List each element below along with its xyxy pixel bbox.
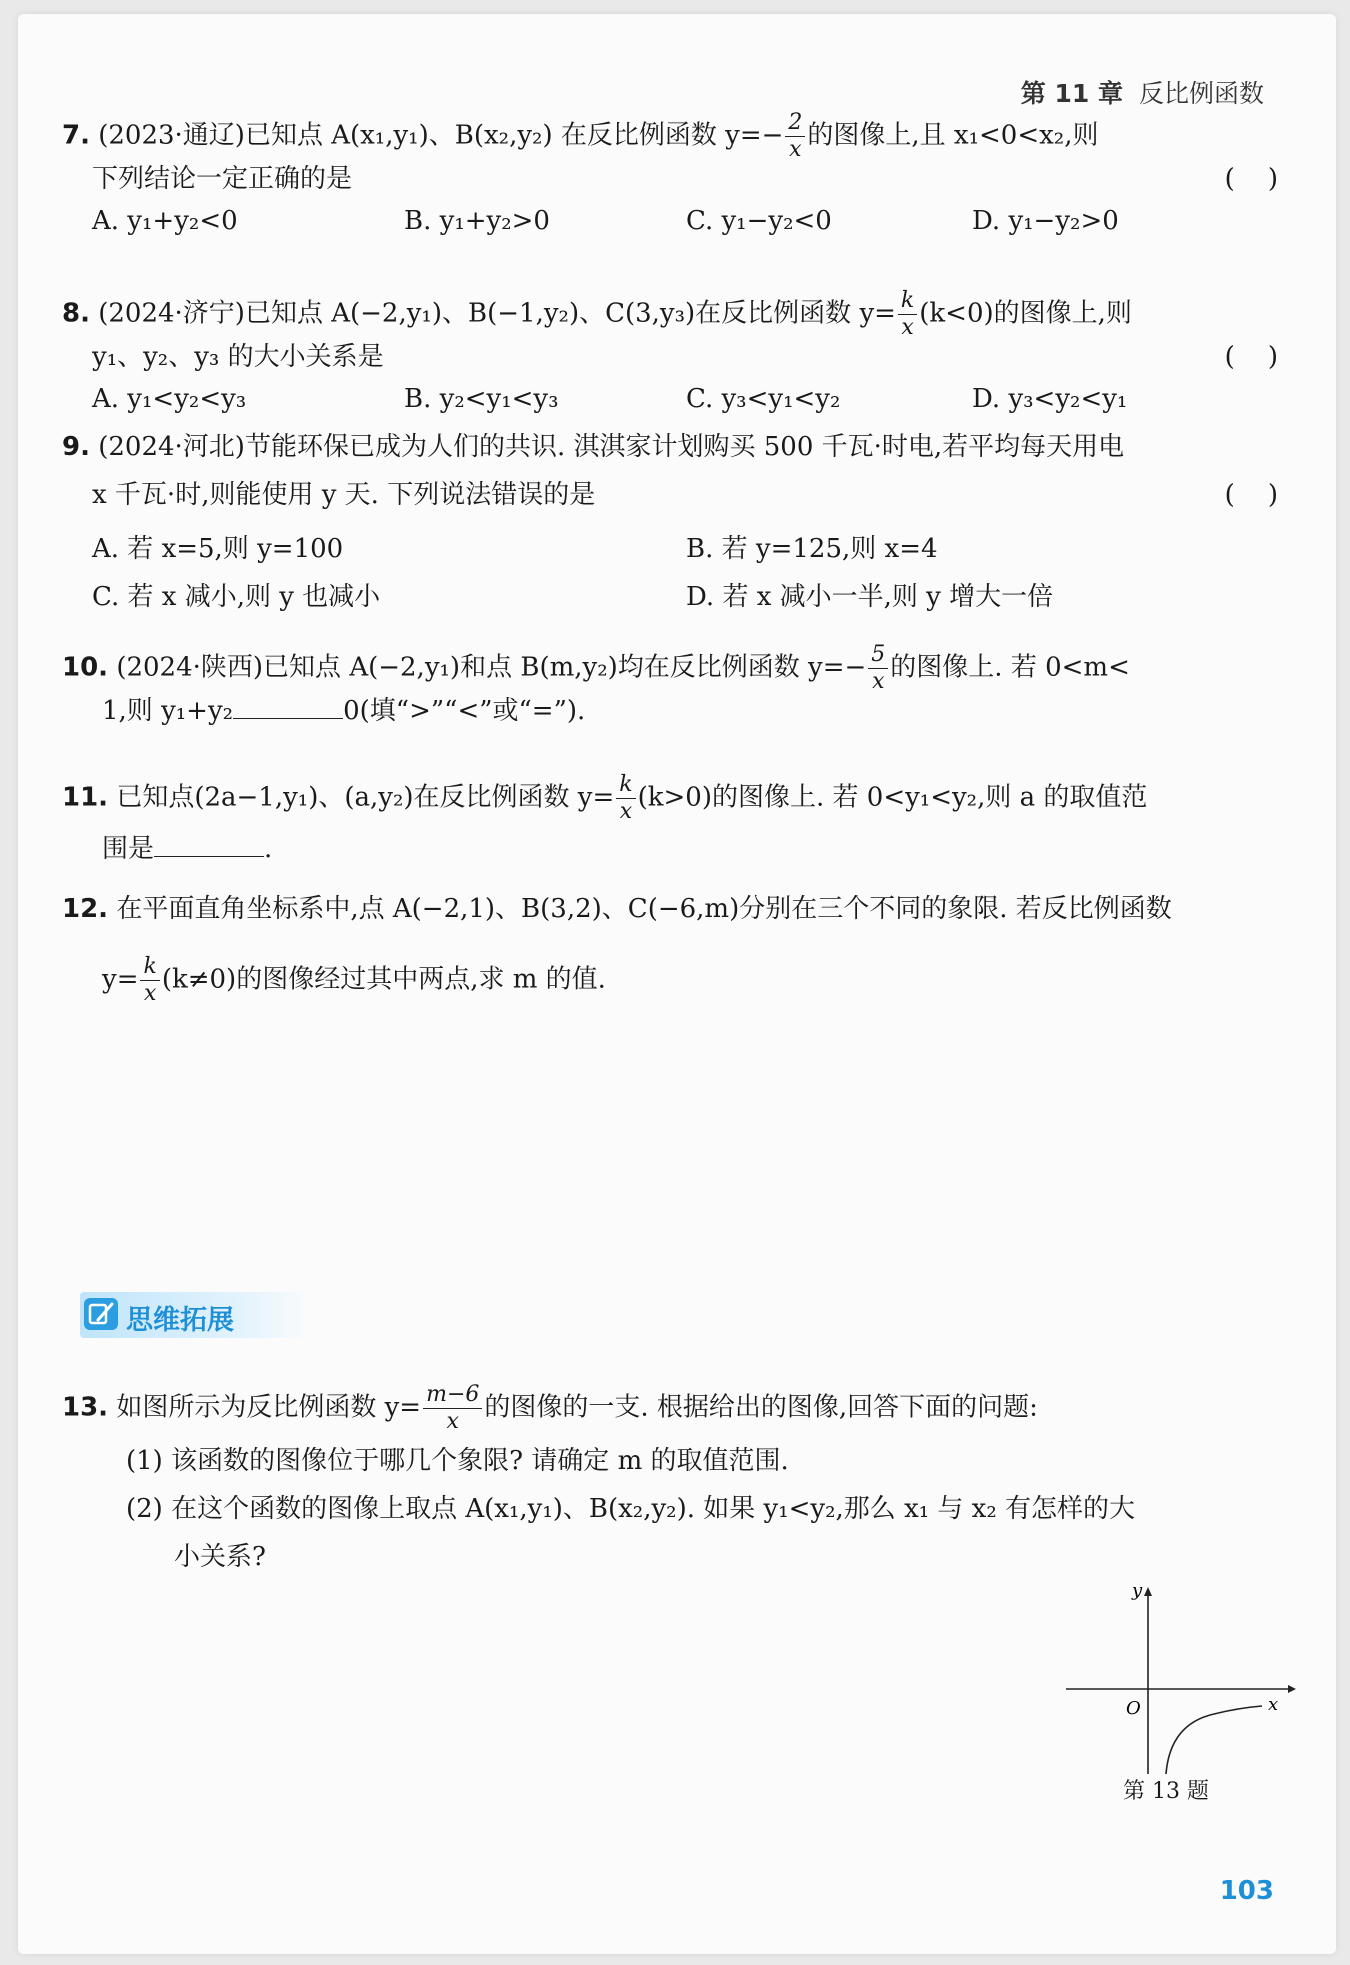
x-axis-arrow	[1288, 1685, 1296, 1693]
question-12-stem	[62, 894, 1172, 924]
numerator: 2	[785, 112, 805, 137]
figure-caption: 第 13 题	[1123, 1779, 1209, 1804]
question-text: 1,则 y₁+y₂	[102, 696, 234, 726]
numerator: m−6	[423, 1384, 482, 1409]
question-13-stem	[62, 1384, 1038, 1433]
question-text: .	[264, 834, 273, 864]
y-axis-label: y	[1132, 1584, 1143, 1601]
option-b[interactable]: B. y₁+y₂>0	[404, 206, 550, 236]
y-axis-arrow	[1144, 1587, 1152, 1596]
question-text: 已知点(2a−1,y₁)、(a,y₂)在反比例函数 y=	[116, 782, 615, 813]
question-text: (2024·陕西)已知点 A(−2,y₁)和点 B(m,y₂)均在反比例函数 y=−	[116, 652, 867, 683]
chapter-title: 反比例函数	[1138, 79, 1264, 108]
fraction	[785, 112, 805, 161]
answer-blank[interactable]	[233, 718, 343, 719]
question-11-stem	[62, 774, 1147, 823]
option-a[interactable]: A. 若 x=5,则 y=100	[92, 534, 344, 564]
numerator: 5	[868, 644, 888, 669]
question-text: 的图像上,且 x₁<0<x₂,则	[807, 120, 1099, 151]
denominator: x	[901, 315, 914, 340]
question-text: (k>0)的图像上. 若 0<y₁<y₂,则 a 的取值范	[637, 782, 1148, 813]
question-13-part-2-cont: 小关系?	[174, 1542, 266, 1572]
fraction	[868, 644, 888, 693]
option-a[interactable]: A. y₁+y₂<0	[92, 206, 238, 236]
denominator: x	[446, 1409, 459, 1434]
numerator: k	[616, 774, 635, 799]
question-9-stem	[62, 432, 1124, 462]
option-a[interactable]: A. y₁<y₂<y₃	[92, 384, 247, 414]
origin-label: O	[1126, 1698, 1141, 1719]
denominator: x	[789, 137, 802, 162]
question-text: (2024·济宁)已知点 A(−2,y₁)、B(−1,y₂)、C(3,y₃)在反比例函数 y=	[98, 298, 896, 329]
question-12-stem-cont	[102, 956, 606, 1005]
answer-paren[interactable]: ( )	[1224, 164, 1278, 194]
question-text: y=	[102, 964, 139, 995]
option-d[interactable]: D. y₃<y₂<y₁	[972, 384, 1128, 414]
hyperbola-branch	[1166, 1706, 1262, 1774]
question-text: 的图像的一支. 根据给出的图像,回答下面的问题:	[484, 1392, 1038, 1423]
question-7-stem-cont: 下列结论一定正确的是	[92, 164, 353, 194]
fraction	[616, 774, 635, 823]
numerator: k	[140, 956, 159, 981]
question-text: 的图像上. 若 0<m<	[890, 652, 1130, 683]
answer-paren[interactable]: ( )	[1224, 342, 1278, 372]
option-d[interactable]: D. y₁−y₂>0	[972, 206, 1119, 236]
section-title: 思维拓展	[126, 1305, 234, 1336]
denominator: x	[619, 799, 633, 824]
chapter-number: 第 11 章	[1020, 79, 1123, 108]
question-number: 7.	[62, 120, 90, 151]
question-number: 8.	[62, 298, 90, 329]
question-number: 13.	[62, 1392, 109, 1423]
question-text: (2023·通辽)已知点 A(x₁,y₁)、B(x₂,y₂) 在反比例函数 y=−	[98, 120, 784, 151]
hyperbola-figure	[1066, 1584, 1296, 1774]
question-11-stem-cont	[102, 834, 272, 864]
fraction	[898, 290, 917, 339]
question-text: 在平面直角坐标系中,点 A(−2,1)、B(3,2)、C(−6,m)分别在三个不同的象限. 若反比例函数	[116, 894, 1172, 924]
question-text: 围是	[102, 834, 155, 864]
option-b[interactable]: B. y₂<y₁<y₃	[404, 384, 559, 414]
page-number: 103	[1219, 1876, 1274, 1906]
question-8-stem	[62, 290, 1132, 339]
question-text: (2024·河北)节能环保已成为人们的共识. 淇淇家计划购买 500 千瓦·时电,若平均每天用电	[98, 432, 1125, 462]
page	[18, 14, 1336, 1954]
question-10-stem	[62, 644, 1130, 693]
option-c[interactable]: C. y₁−y₂<0	[686, 206, 832, 236]
answer-paren[interactable]: ( )	[1224, 480, 1278, 510]
option-c[interactable]: C. y₃<y₁<y₂	[686, 384, 841, 414]
denominator: x	[872, 669, 885, 694]
option-b[interactable]: B. 若 y=125,则 x=4	[686, 534, 938, 564]
question-text: 如图所示为反比例函数 y=	[116, 1392, 422, 1423]
question-number: 12.	[62, 894, 109, 924]
option-c[interactable]: C. 若 x 减小,则 y 也减小	[92, 582, 381, 612]
question-13-part-2: (2) 在这个函数的图像上取点 A(x₁,y₁)、B(x₂,y₂). 如果 y₁<y₂,那么 x₁ 与 x₂ 有怎样的大	[126, 1494, 1136, 1524]
question-9-stem-cont: x 千瓦·时,则能使用 y 天. 下列说法错误的是	[92, 480, 596, 510]
question-text: (k≠0)的图像经过其中两点,求 m 的值.	[161, 964, 606, 995]
question-10-stem-cont	[102, 696, 585, 726]
numerator: k	[898, 290, 917, 315]
section-banner	[80, 1292, 310, 1338]
fraction	[423, 1384, 482, 1433]
page-header	[1021, 74, 1264, 110]
x-axis-label: x	[1268, 1694, 1279, 1715]
question-8-stem-cont: y₁、y₂、y₃ 的大小关系是	[92, 342, 384, 372]
pencil-paper-icon	[84, 1298, 118, 1330]
question-13-part-1: (1) 该函数的图像位于哪几个象限? 请确定 m 的取值范围.	[126, 1446, 789, 1476]
option-d[interactable]: D. 若 x 减小一半,则 y 增大一倍	[686, 582, 1054, 612]
question-text: 0(填“>”“<”或“=”).	[343, 696, 586, 726]
question-number: 9.	[62, 432, 90, 462]
question-number: 10.	[62, 652, 109, 683]
question-number: 11.	[62, 782, 109, 813]
question-text: (k<0)的图像上,则	[919, 298, 1132, 329]
question-7-stem	[62, 112, 1098, 161]
fraction	[140, 956, 159, 1005]
answer-blank[interactable]	[154, 856, 264, 857]
denominator: x	[143, 981, 157, 1006]
